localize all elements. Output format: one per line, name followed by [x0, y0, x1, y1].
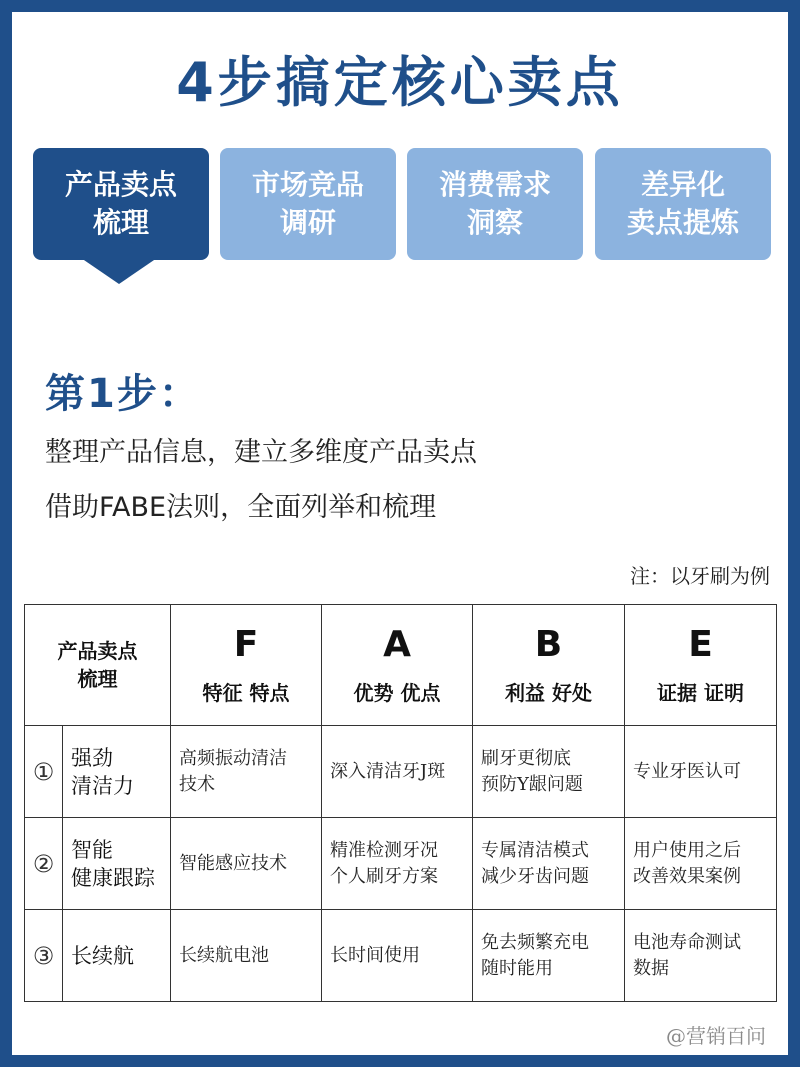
fabe-table — [24, 604, 777, 1002]
header-sub: 利益 好处 — [505, 681, 592, 705]
row-number: ② — [25, 818, 63, 910]
page-title: 4步搞定核心卖点 — [176, 51, 624, 114]
table-header-row — [25, 605, 777, 726]
header-sub: 证据 证明 — [657, 681, 744, 705]
row-number: ③ — [25, 910, 63, 1002]
cell-b: 免去频繁充电 随时能用 — [473, 910, 625, 1002]
cell-e: 专业牙医认可 — [625, 726, 777, 818]
table-row — [25, 726, 777, 818]
table-row — [25, 910, 777, 1002]
step-tabs — [33, 148, 771, 260]
table-row — [25, 818, 777, 910]
cell-f: 高频振动清洁 技术 — [171, 726, 322, 818]
cell-f: 长续航电池 — [171, 910, 322, 1002]
cell-f: 智能感应技术 — [171, 818, 322, 910]
step-tab-4[interactable]: 差异化 卖点提炼 — [595, 148, 771, 260]
header-letter: B — [534, 624, 563, 665]
cell-e: 电池寿命测试 数据 — [625, 910, 777, 1002]
header-sub: 优势 优点 — [353, 681, 441, 705]
header-e — [625, 605, 777, 726]
table-corner-cell — [25, 605, 171, 726]
step-tab-1[interactable]: 产品卖点 梳理 — [33, 148, 209, 260]
cell-a: 长时间使用 — [322, 910, 473, 1002]
step-heading: 第1步： — [45, 371, 201, 417]
header-letter: E — [688, 624, 713, 665]
corner-label: 产品卖点 梳理 — [57, 639, 138, 691]
header-letter: F — [233, 624, 259, 665]
description-line-2: 借助FABE法则，全面列举和梳理 — [45, 492, 437, 523]
header-f — [171, 605, 322, 726]
row-feature: 强劲 清洁力 — [63, 726, 171, 818]
step-tab-3[interactable]: 消费需求 洞察 — [407, 148, 583, 260]
active-step-pointer — [81, 258, 157, 284]
cell-b: 专属清洁模式 减少牙齿问题 — [473, 818, 625, 910]
description-line-1: 整理产品信息，建立多维度产品卖点 — [45, 437, 477, 468]
row-feature: 智能 健康跟踪 — [63, 818, 171, 910]
header-sub: 特征 特点 — [202, 681, 290, 705]
watermark: @营销百问 — [666, 1024, 766, 1048]
step-tab-2[interactable]: 市场竞品 调研 — [220, 148, 396, 260]
header-letter: A — [383, 624, 411, 665]
header-b — [473, 605, 625, 726]
cell-b: 刷牙更彻底 预防Y龈问题 — [473, 726, 625, 818]
cell-a: 精准检测牙况 个人刷牙方案 — [322, 818, 473, 910]
cell-e: 用户使用之后 改善效果案例 — [625, 818, 777, 910]
example-note: 注：以牙刷为例 — [630, 564, 770, 588]
header-a — [322, 605, 473, 726]
cell-a: 深入清洁牙J斑 — [322, 726, 473, 818]
row-number: ① — [25, 726, 63, 818]
row-feature: 长续航 — [63, 910, 171, 1002]
